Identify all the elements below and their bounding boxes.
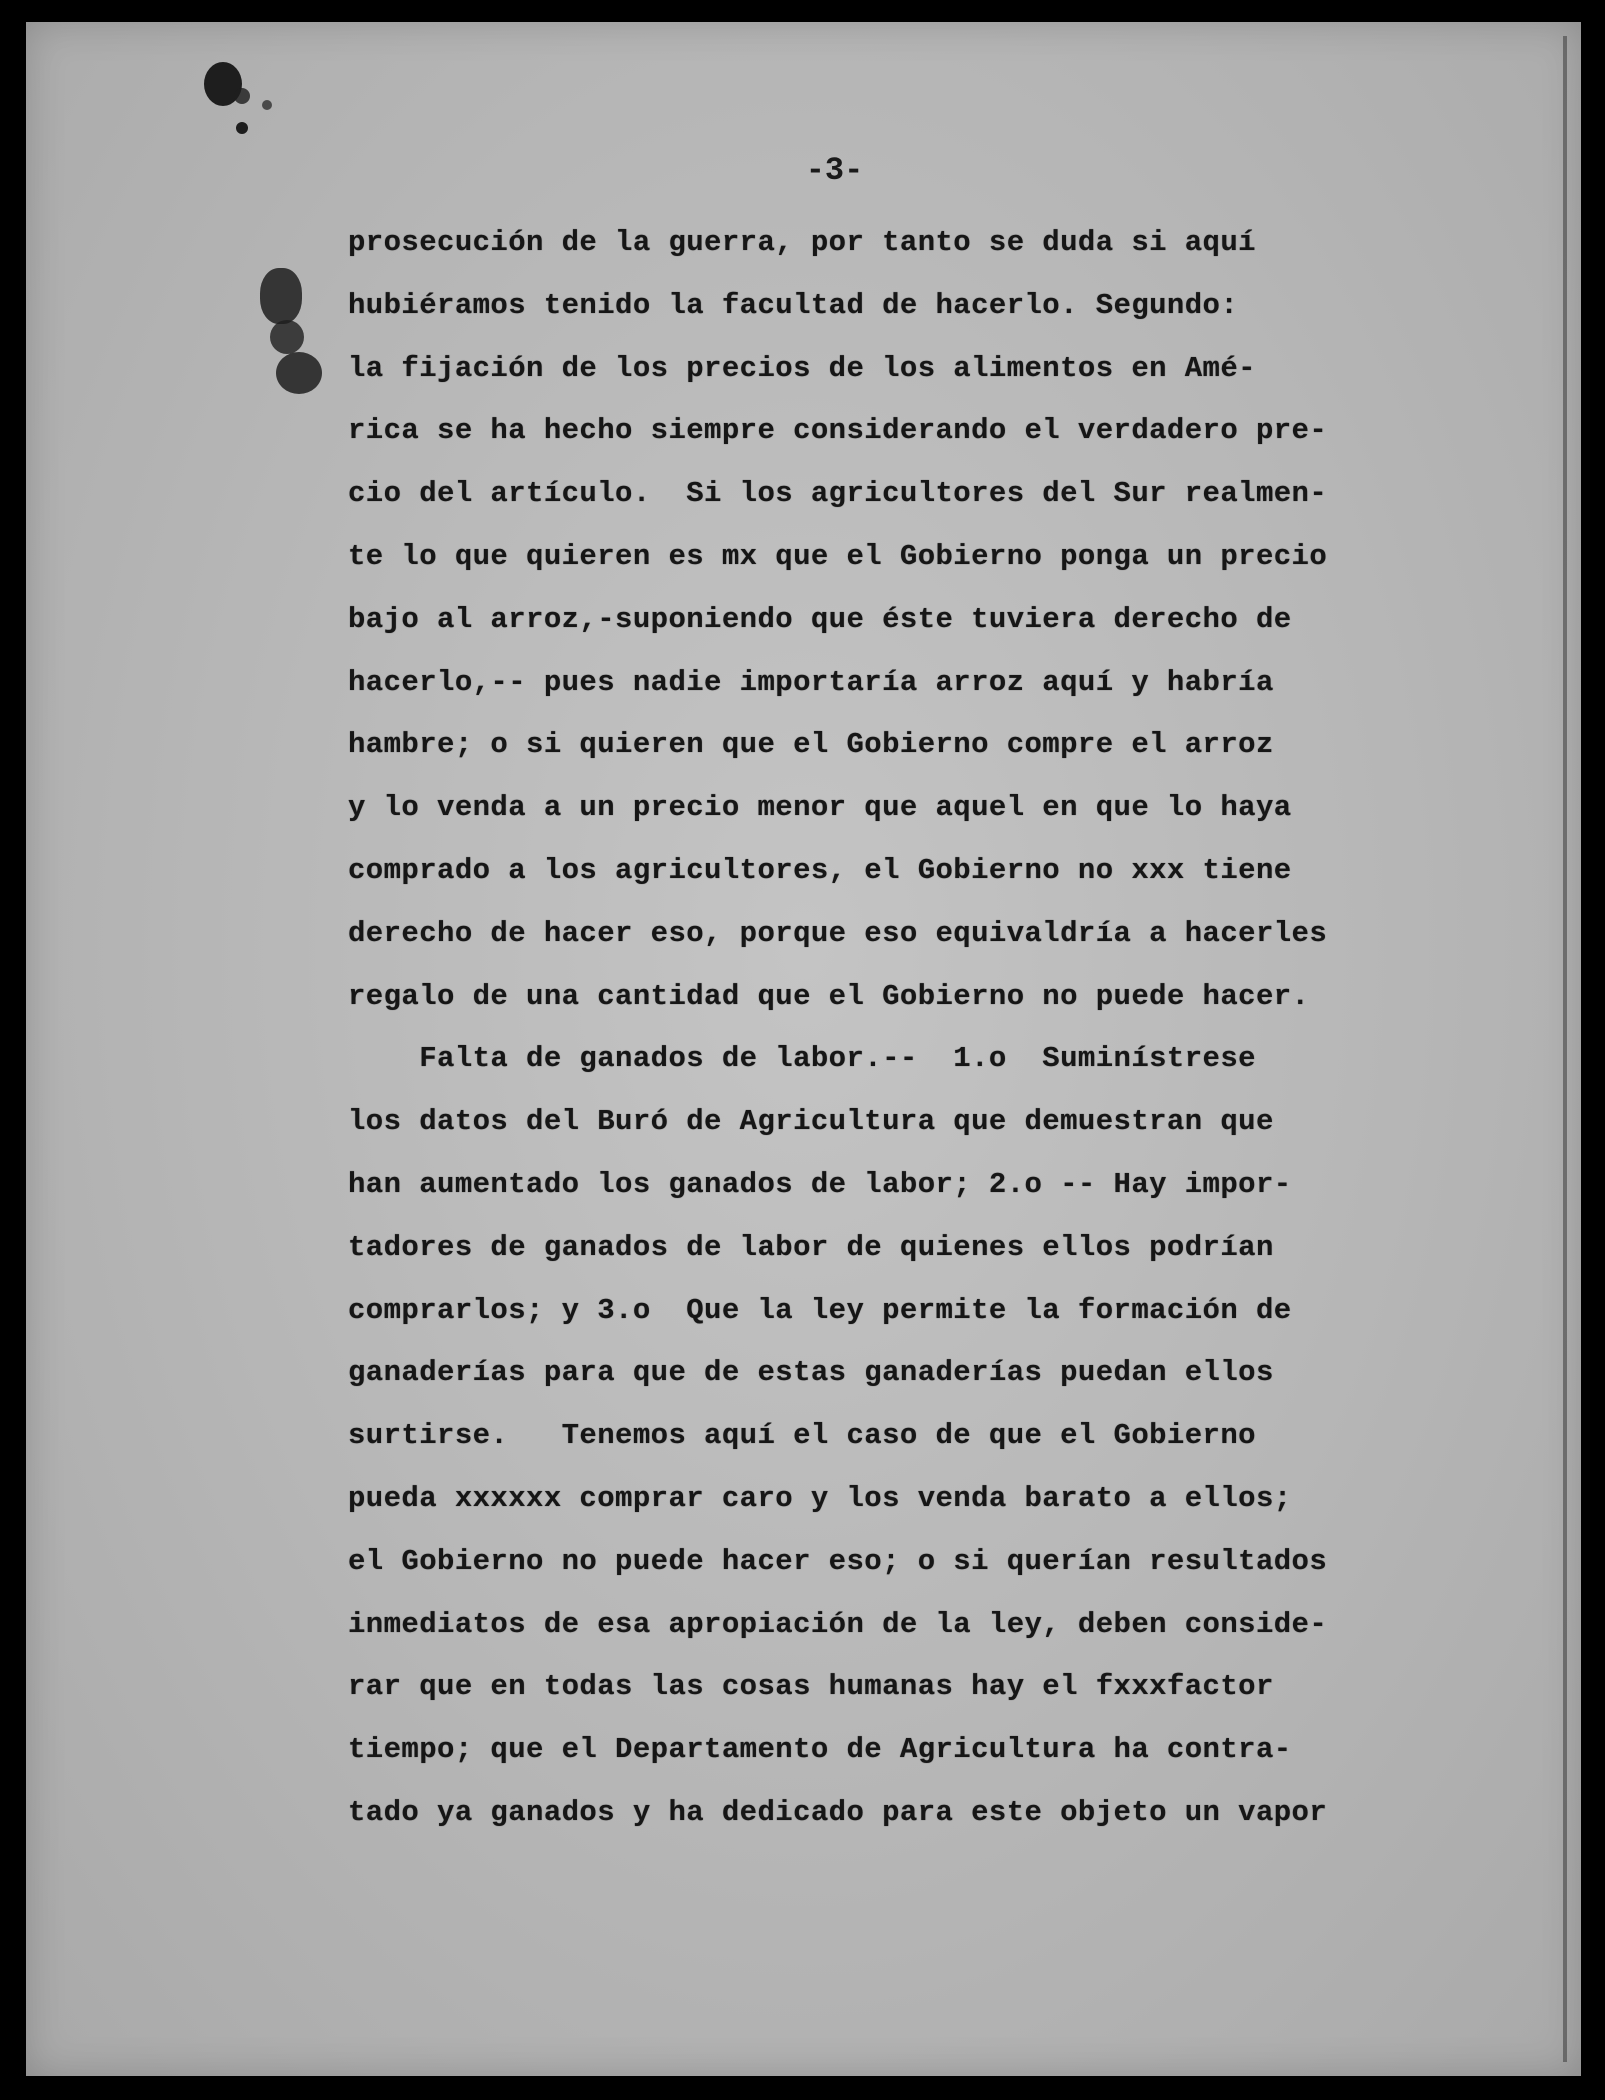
text-line: regalo de una cantidad que el Gobierno no puede hacer. [348, 979, 1310, 1013]
text-line: inmediatos de esa apropiación de la ley, deben conside- [348, 1607, 1328, 1641]
ink-blot [236, 122, 248, 134]
text-line: tiempo; que el Departamento de Agricultura ha contra- [348, 1733, 1292, 1767]
text-line: Falta de ganados de labor.-- 1.o Suminístrese [348, 1042, 1256, 1076]
text-line: la fijación de los precios de los alimentos en Amé- [348, 351, 1256, 385]
typewritten-page [26, 22, 1581, 2076]
ink-blot [270, 320, 304, 354]
text-line: ganaderías para que de estas ganaderías puedan ellos [348, 1356, 1274, 1390]
text-line: hubiéramos tenido la facultad de hacerlo. Segundo: [348, 288, 1239, 322]
text-line: te lo que quieren es mx que el Gobierno ponga un precio [348, 539, 1328, 573]
page-number: -3- [805, 152, 864, 189]
ink-blot [260, 268, 302, 324]
text-line: tado ya ganados y ha dedicado para este objeto un vapor [348, 1795, 1328, 1829]
page-edge-shadow [1563, 36, 1567, 2062]
text-line: hacerlo,-- pues nadie importaría arroz aquí y habría [348, 665, 1274, 699]
text-line: el Gobierno no puede hacer eso; o si querían resultados [348, 1544, 1328, 1578]
text-line: hambre; o si quieren que el Gobierno compre el arroz [348, 728, 1274, 762]
ink-blot [276, 352, 322, 394]
text-line: y lo venda a un precio menor que aquel en que lo haya [348, 791, 1292, 825]
text-line: prosecución de la guerra, por tanto se duda si aquí [348, 226, 1256, 259]
text-line: rar que en todas las cosas humanas hay el fxxxfactor [348, 1670, 1274, 1704]
text-line: bajo al arroz,-suponiendo que éste tuviera derecho de [348, 602, 1292, 636]
text-line: derecho de hacer eso, porque eso equivaldría a hacerles [348, 916, 1328, 950]
text-line: tadores de ganados de labor de quienes ellos podrían [348, 1230, 1274, 1264]
ink-blot [262, 100, 272, 110]
text-line: cio del artículo. Si los agricultores del Sur realmen- [348, 477, 1328, 511]
text-line: comprado a los agricultores, el Gobierno no xxx tiene [348, 853, 1292, 887]
text-line: rica se ha hecho siempre considerando el verdadero pre- [348, 414, 1328, 448]
text-line: han aumentado los ganados de labor; 2.o -- Hay impor- [348, 1167, 1292, 1201]
ink-blot [234, 88, 250, 104]
text-line: los datos del Buró de Agricultura que demuestran que [348, 1105, 1274, 1139]
text-line: surtirse. Tenemos aquí el caso de que el Gobierno [348, 1419, 1256, 1453]
text-line: pueda xxxxxx comprar caro y los venda barato a ellos; [348, 1481, 1292, 1515]
text-line: comprarlos; y 3.o Que la ley permite la formación de [348, 1293, 1292, 1327]
body-text [348, 212, 1498, 1845]
